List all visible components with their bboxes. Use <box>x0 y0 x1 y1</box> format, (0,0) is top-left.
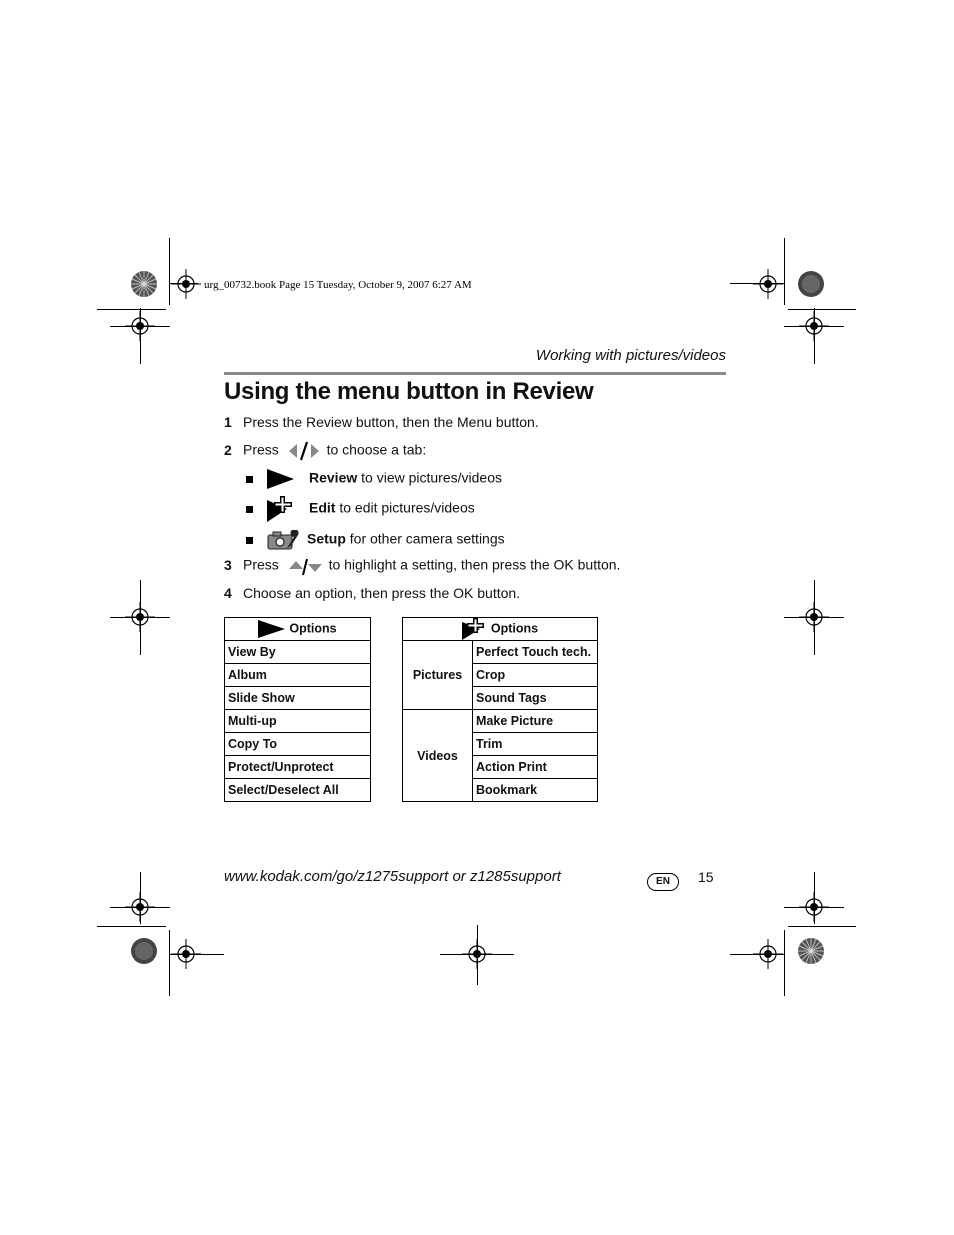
step-text: Press <box>243 556 279 573</box>
table-header <box>225 618 371 641</box>
table-cell: Album <box>225 664 371 687</box>
step-2 <box>224 440 426 462</box>
crop-line <box>784 238 785 305</box>
table-row <box>225 756 371 779</box>
table-row <box>225 710 371 733</box>
table-cell: Bookmark <box>473 779 598 802</box>
table-row <box>225 779 371 802</box>
registration-target-icon <box>799 892 829 922</box>
step-number: 4 <box>224 585 232 601</box>
registration-target-icon <box>753 939 783 969</box>
table-cell: Multi-up <box>225 710 371 733</box>
edit-icon <box>267 496 297 522</box>
registration-target-icon <box>753 269 783 299</box>
table-cell: Make Picture <box>473 710 598 733</box>
crop-line <box>97 309 166 310</box>
crop-line <box>784 930 785 996</box>
step-text: Choose an option, then press the OK button. <box>243 585 521 601</box>
language-badge: EN <box>647 873 679 891</box>
tab-review <box>246 468 502 490</box>
step-4 <box>224 585 520 601</box>
table-cell: Sound Tags <box>473 687 598 710</box>
tab-name: Edit <box>309 499 336 516</box>
tab-desc: for other camera settings <box>349 530 505 547</box>
table-cell: Crop <box>473 664 598 687</box>
crop-line <box>788 309 856 310</box>
table-cell: Perfect Touch tech. <box>473 641 598 664</box>
table-header-label: Options <box>490 621 539 636</box>
table-cell: Action Print <box>473 756 598 779</box>
bullet-icon <box>246 537 253 544</box>
registration-target-icon <box>799 311 829 341</box>
book-slug: urg_00732.book Page 15 Tuesday, October 9, 2007 6:27 AM <box>204 279 472 291</box>
tab-edit <box>246 496 475 522</box>
table-row <box>225 733 371 756</box>
table-header <box>403 618 598 641</box>
starburst-target-icon <box>130 937 158 965</box>
up-down-arrows-icon <box>287 556 323 576</box>
step-3 <box>224 556 620 576</box>
table-header-label: Options <box>289 621 337 636</box>
table-row <box>225 641 371 664</box>
edit-icon <box>462 618 488 640</box>
table-cell: Select/Deselect All <box>225 779 371 802</box>
step-number: 2 <box>224 441 232 458</box>
registration-target-icon <box>171 939 201 969</box>
tab-setup <box>246 530 505 550</box>
bullet-icon <box>246 506 253 513</box>
running-head: Working with pictures/videos <box>535 347 726 364</box>
step-text: Press <box>243 441 279 458</box>
header-rule <box>224 372 726 375</box>
tab-desc: to edit pictures/videos <box>339 499 475 516</box>
table-cell: Trim <box>473 733 598 756</box>
group-label-videos: Videos <box>403 710 473 802</box>
step-text: Press the Review button, then the Menu button. <box>243 414 539 430</box>
step-1 <box>224 414 539 430</box>
table-cell: View By <box>225 641 371 664</box>
support-url-link[interactable]: www.kodak.com/go/z1275support or z1285support <box>224 868 561 885</box>
table-cell: Slide Show <box>225 687 371 710</box>
step-text: to highlight a setting, then press the OK button. <box>328 556 621 573</box>
table-row <box>225 664 371 687</box>
tab-desc: to view pictures/videos <box>361 469 502 486</box>
registration-target-icon <box>125 311 155 341</box>
step-text: to choose a tab: <box>326 441 427 458</box>
crop-line <box>788 926 856 927</box>
registration-target-icon <box>462 939 492 969</box>
review-play-icon <box>258 620 286 638</box>
registration-target-icon <box>799 602 829 632</box>
registration-target-icon <box>125 892 155 922</box>
starburst-target-icon <box>797 937 825 965</box>
setup-wrench-icon <box>267 530 301 550</box>
bullet-icon <box>246 476 253 483</box>
crop-line <box>169 930 170 996</box>
table-cell: Copy To <box>225 733 371 756</box>
page-title: Using the menu button in Review <box>224 378 594 405</box>
page-number: 15 <box>698 869 714 885</box>
tab-name: Review <box>309 469 358 486</box>
starburst-target-icon <box>130 270 158 298</box>
crop-line <box>169 238 170 305</box>
group-label-pictures: Pictures <box>403 641 473 710</box>
registration-target-icon <box>125 602 155 632</box>
left-right-arrows-icon <box>287 440 321 462</box>
review-play-icon <box>267 468 295 490</box>
step-number: 1 <box>224 414 232 430</box>
table-header-row <box>403 618 598 641</box>
registration-target-icon <box>171 269 201 299</box>
edit-options-table <box>402 617 598 802</box>
crop-line <box>97 926 166 927</box>
tab-name: Setup <box>307 530 346 547</box>
table-row <box>403 641 598 664</box>
table-row <box>403 710 598 733</box>
starburst-target-icon <box>797 270 825 298</box>
step-number: 3 <box>224 556 232 573</box>
table-row <box>225 687 371 710</box>
table-cell: Protect/Unprotect <box>225 756 371 779</box>
review-options-table <box>224 617 371 802</box>
table-header-row <box>225 618 371 641</box>
